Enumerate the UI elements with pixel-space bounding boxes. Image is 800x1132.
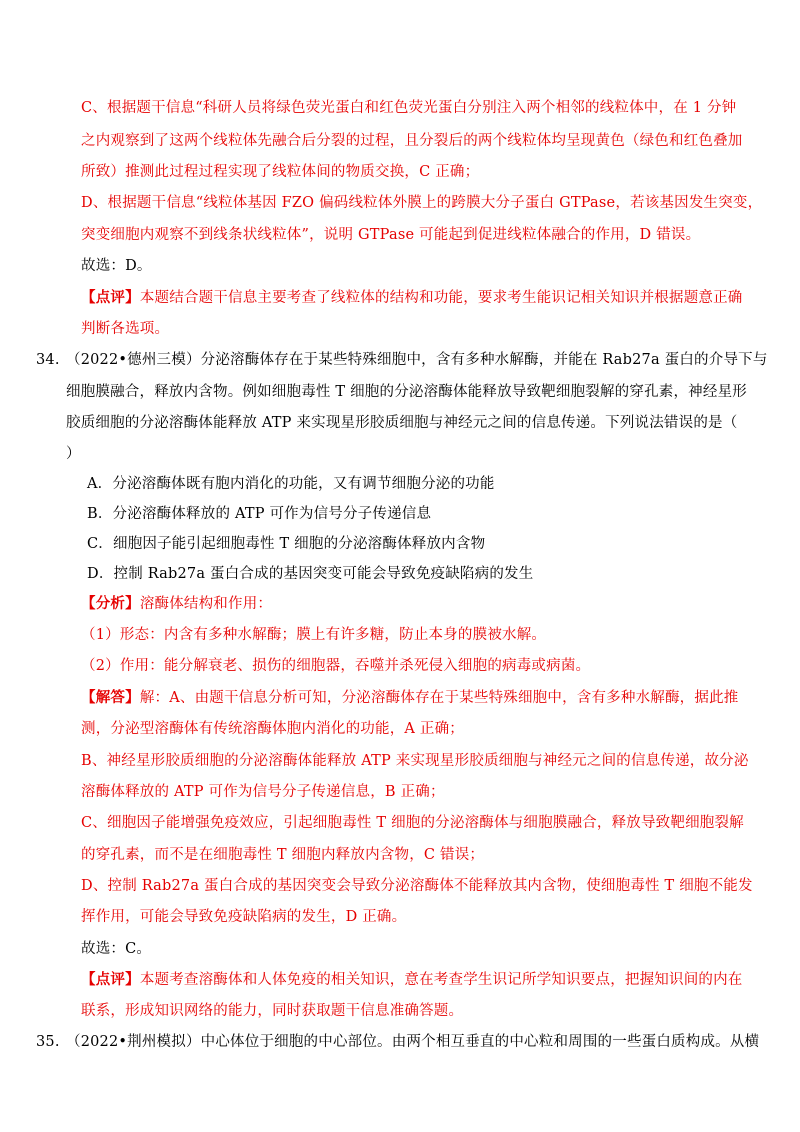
solution-line-1 (81, 688, 738, 708)
option-c: C．细胞因子能引起细胞毒性 T 细胞的分泌溶酶体释放内含物 (87, 536, 486, 552)
option-d-explanation-line-1: D、根据题干信息“线粒体基因 FZO 偏码线粒体外膜上的跨膜大分子蛋白 GTPase，若该基因发生突变， (81, 195, 763, 211)
question-34-stem-line-3: 胶质细胞的分泌溶酶体能释放 ATP 来实现星形胶质细胞与神经元之间的信息传递。下列说法错误的是（ (66, 415, 738, 431)
question-34-stem-line-4: ） (66, 446, 81, 462)
option-a: A．分泌溶酶体既有胞内消化的功能，又有调节细胞分泌的功能 (87, 476, 495, 492)
review-tag: 【点评】 (81, 289, 140, 306)
review-34-text: 本题考查溶酶体和人体免疫的相关知识，意在考查学生识记所学知识要点，把握知识间的内在 (139, 972, 743, 988)
question-34-stem-line-1: （2022•德州三模）分泌溶酶体存在于某些特殊细胞中，含有多种水解酶，并能在 Rab27a 蛋白的介导下与 (66, 352, 768, 368)
analysis-point-1: （1）形态：内含有多种水解酶；膜上有许多糖，防止本身的膜被水解。 (81, 627, 547, 643)
review-34-tag: 【点评】 (81, 971, 140, 988)
analysis-text: 溶酶体结构和作用： (139, 596, 273, 612)
option-c-explanation-line-2: 之内观察到了这两个线粒体先融合后分裂的过程，且分裂后的两个线粒体均呈现黄色（绿色和红色叠加 (81, 133, 743, 149)
option-d-explanation-line-2: 突变细胞内观察不到线条状线粒体”，说明 GTPase 可能起到促进线粒体融合的作用，D 错误。 (81, 227, 701, 243)
answer-choice-34: 故选：C。 (81, 941, 152, 957)
solution-line-7: D、控制 Rab27a 蛋白合成的基因突变会导致分泌溶酶体不能释放其内含物，使细胞毒性 T 细胞不能发 (81, 878, 753, 894)
solution-line-4: 溶酶体释放的 ATP 可作为信号分子传递信息，B 正确； (81, 784, 445, 800)
question-35-stem-line-1: （2022•荆州模拟）中心体位于细胞的中心部位。由两个相互垂直的中心粒和周围的一些蛋白质构成。从横 (66, 1034, 760, 1050)
option-b: B．分泌溶酶体释放的 ATP 可作为信号分子传递信息 (87, 506, 432, 522)
solution-line-2: 测，分泌型溶酶体有传统溶酶体胞内消化的功能，A 正确； (81, 721, 464, 737)
solution-line-3: B、神经星形胶质细胞的分泌溶酶体能释放 ATP 来实现星形胶质细胞与神经元之间的信息传递，故分泌 (81, 753, 749, 769)
question-34-stem-line-2: 细胞膜融合，释放内含物。例如细胞毒性 T 细胞的分泌溶酶体能释放导致靶细胞裂解的穿孔素，神经星形 (66, 384, 747, 400)
option-c-explanation-line-3: 所致）推测此过程过程实现了线粒体间的物质交换，C 正确； (81, 164, 480, 180)
review-text: 本题结合题干信息主要考查了线粒体的结构和功能，要求考生能识记相关知识并根据题意正确 (139, 290, 743, 306)
analysis-line (81, 594, 272, 614)
review-34-line-1 (81, 970, 743, 990)
solution-line-6: 的穿孔素，而不是在细胞毒性 T 细胞内释放内含物，C 错误； (81, 847, 485, 863)
solution-line-5: C、细胞因子能增强免疫效应，引起细胞毒性 T 细胞的分泌溶酶体与细胞膜融合，释放导致靶细胞裂解 (81, 815, 744, 831)
solution-text: 解：A、由题干信息分析可知，分泌溶酶体存在于某些特殊细胞中，含有多种水解酶，据此推 (139, 690, 739, 706)
review-34-line-2: 联系，形成知识网络的能力，同时获取题干信息准确答题。 (81, 1003, 464, 1019)
analysis-tag: 【分析】 (81, 595, 140, 612)
answer-choice: 故选：D。 (81, 258, 152, 274)
option-d: D．控制 Rab27a 蛋白合成的基因突变可能会导致免疫缺陷病的发生 (87, 566, 534, 582)
review-line-1 (81, 288, 743, 308)
solution-tag: 【解答】 (81, 689, 140, 706)
option-c-explanation-line-1: C、根据题干信息“科研人员将绿色荧光蛋白和红色荧光蛋白分别注入两个相邻的线粒体中，在 1 分钟 (81, 100, 737, 116)
question-number-35: 35. (36, 1034, 60, 1050)
solution-line-8: 挥作用，可能会导致免疫缺陷病的发生，D 正确。 (81, 909, 407, 925)
analysis-point-2: （2）作用：能分解衰老、损伤的细胞器，吞噬并杀死侵入细胞的病毒或病菌。 (81, 658, 591, 674)
question-number-34: 34. (36, 352, 60, 368)
review-line-2: 判断各选项。 (81, 321, 170, 337)
